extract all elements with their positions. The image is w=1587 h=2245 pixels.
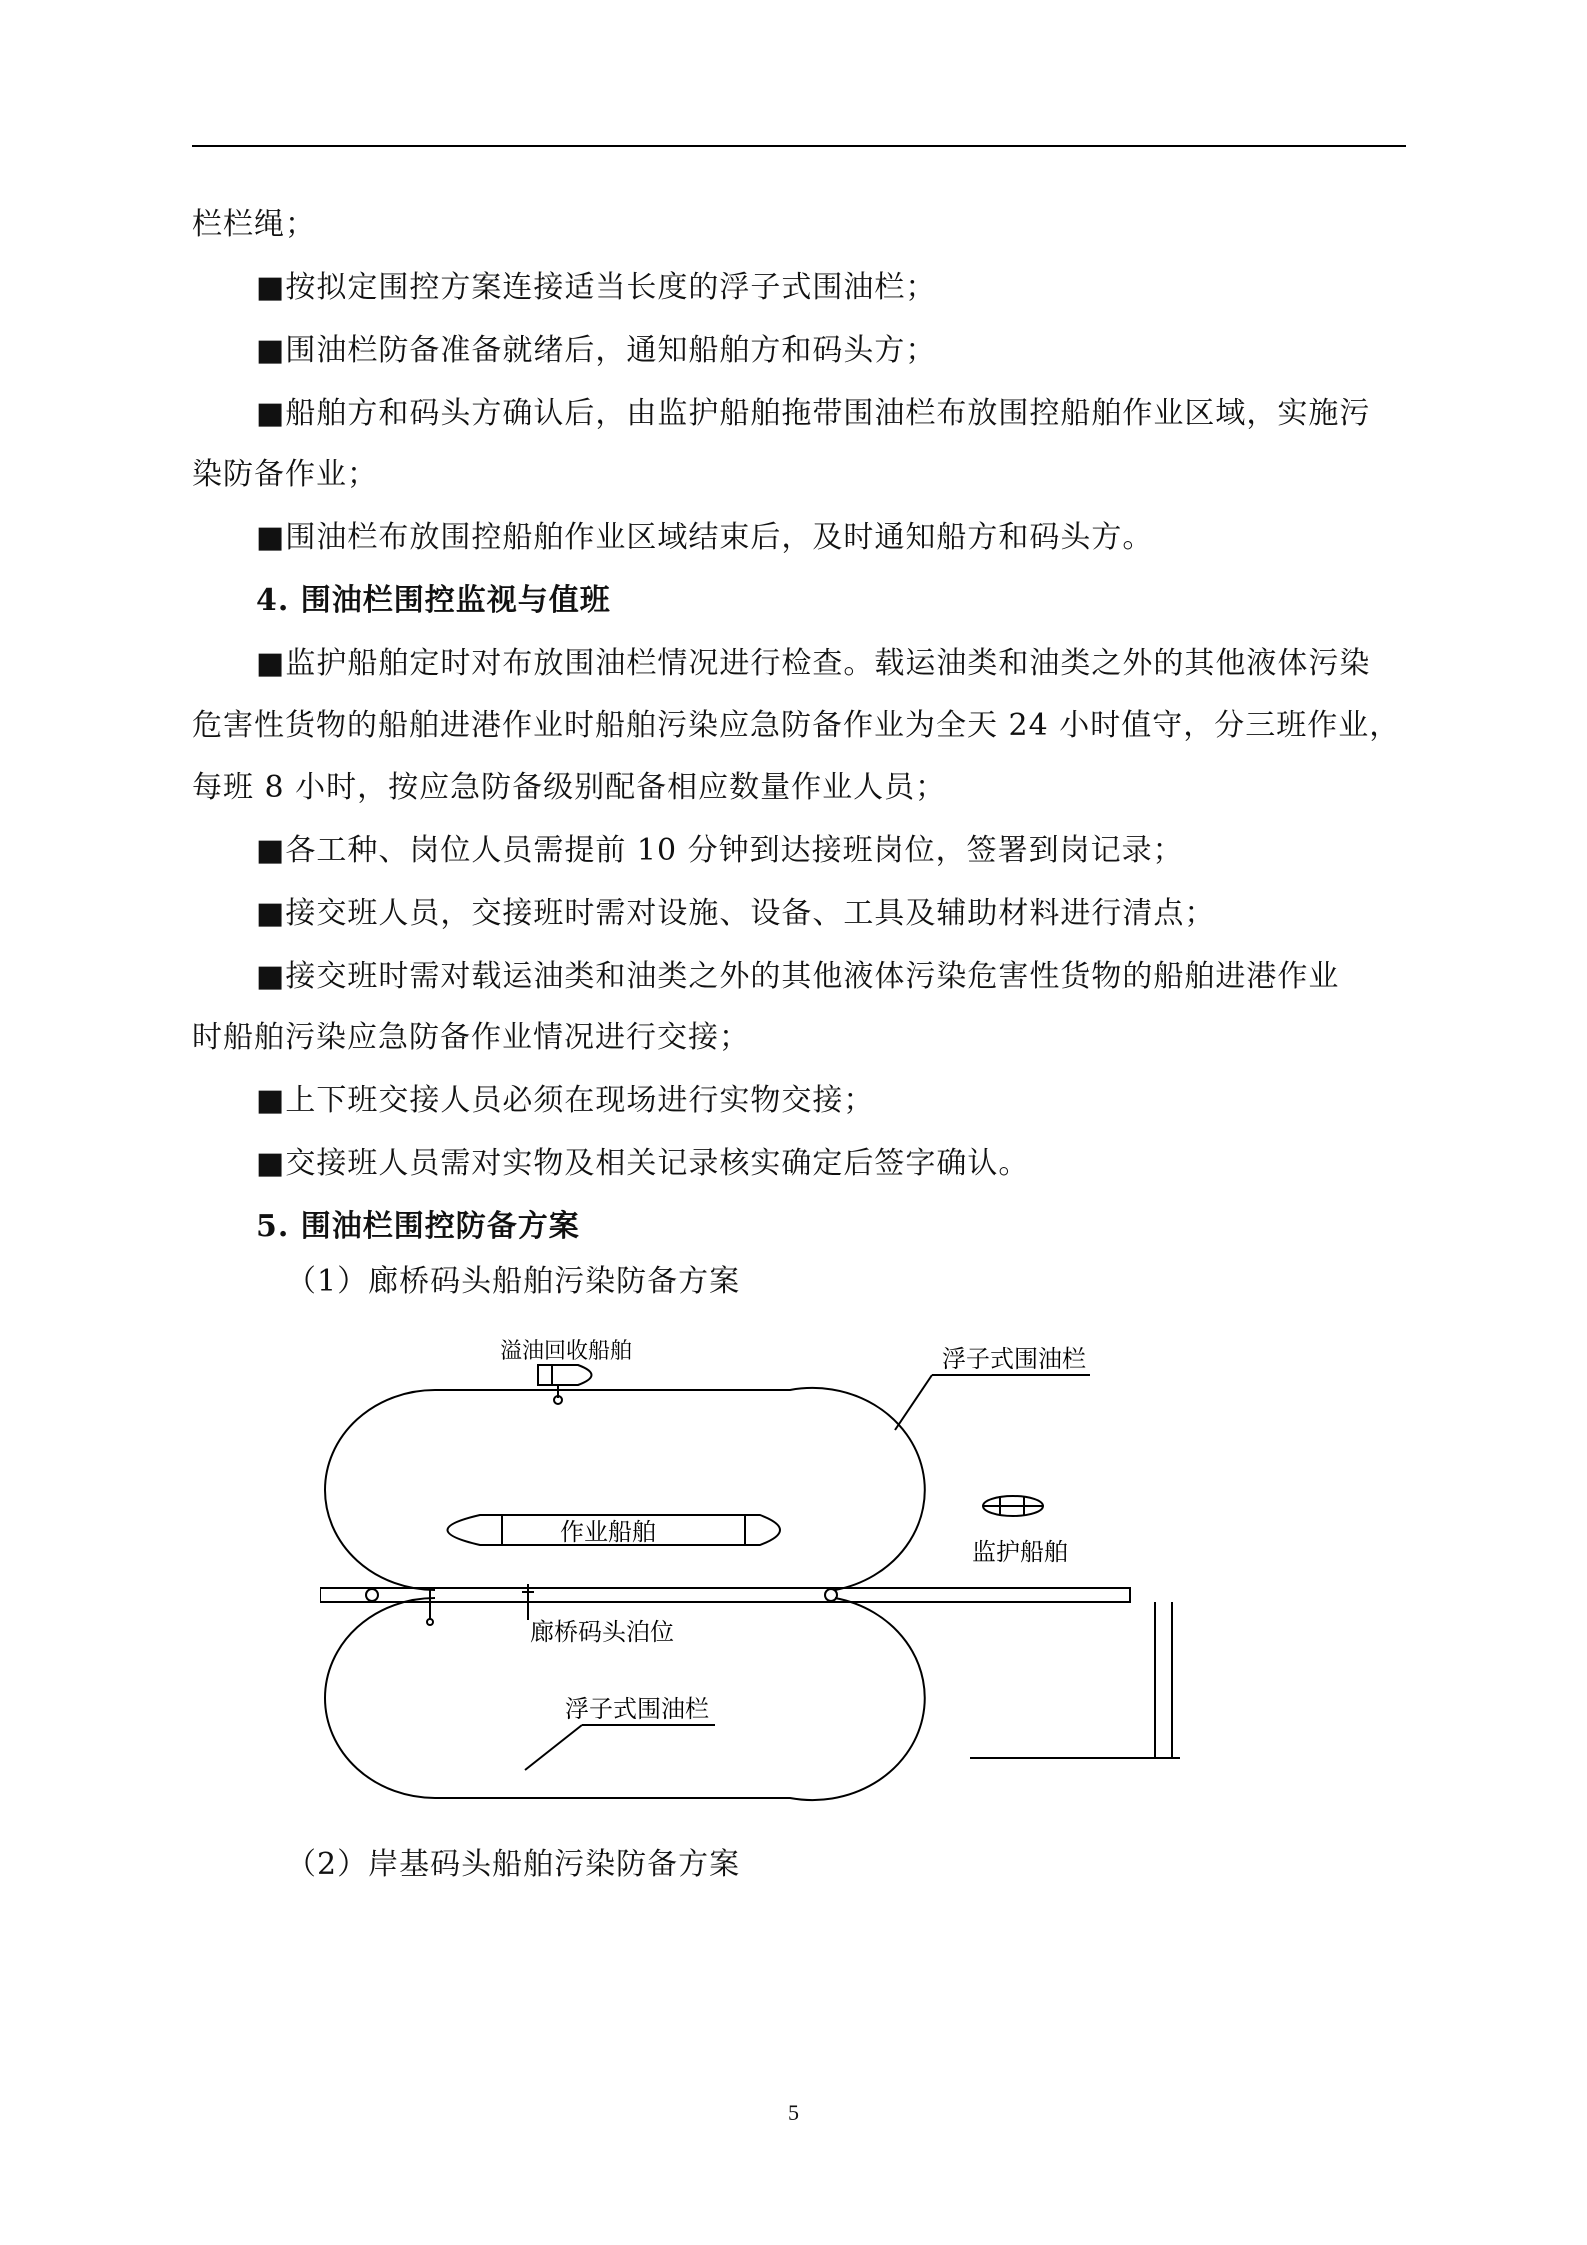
bullet-item: ■接交班人员，交接班时需对设施、设备、工具及辅助材料进行清点；: [256, 896, 1216, 931]
recovery-ship-label: 溢油回收船舶: [500, 1339, 633, 1364]
boom-connector: [825, 1589, 837, 1601]
subsection-heading: （2）岸基码头船舶污染防备方案: [286, 1847, 741, 1882]
guard-ship-label: 监护船舶: [972, 1538, 1068, 1566]
bullet-item: ■各工种、岗位人员需提前 10 分钟到达接班岗位，签署到岗记录；: [256, 833, 1184, 868]
section-heading: 5. 围油栏围控防备方案: [256, 1209, 580, 1244]
pier-walkway: [320, 1588, 1130, 1602]
boom-connector: [366, 1589, 378, 1601]
bullet-item: ■接交班时需对载运油类和油类之外的其他液体污染危害性货物的船舶进港作业: [256, 959, 1340, 994]
bullet-item: ■监护船舶定时对布放围油栏情况进行检查。载运油类和油类之外的其他液体污染: [256, 646, 1371, 681]
boom-top-loop: [325, 1388, 925, 1590]
paragraph-line: 危害性货物的船舶进港作业时船舶污染应急防备作业为全天 24 小时值守，分三班作业，: [192, 708, 1401, 743]
bullet-item: ■按拟定围控方案连接适当长度的浮子式围油栏；: [256, 270, 937, 305]
recovery-ship: [538, 1365, 592, 1385]
work-ship-label: 作业船舶: [560, 1518, 656, 1546]
bullet-item: ■围油栏防备准备就绪后，通知船舶方和码头方；: [256, 333, 937, 368]
berth-label: 廊桥码头泊位: [530, 1618, 674, 1646]
subsection-heading: （1）廊桥码头船舶污染防备方案: [286, 1264, 741, 1299]
bullet-item: ■船舶方和码头方确认后，由监护船舶拖带围油栏布放围控船舶作业区域，实施污: [256, 396, 1371, 431]
paragraph-line: 染防备作业；: [192, 457, 378, 492]
paragraph-line: 时船舶污染应急防备作业情况进行交接；: [192, 1020, 750, 1055]
boom-top-label: 浮子式围油栏: [942, 1345, 1086, 1373]
paragraph-line: 每班 8 小时，按应急防备级别配备相应数量作业人员；: [192, 770, 947, 805]
bullet-item: ■围油栏布放围控船舶作业区域结束后，及时通知船方和码头方。: [256, 520, 1154, 555]
boom-bottom-label: 浮子式围油栏: [565, 1695, 709, 1723]
paragraph-line: 栏栏绳；: [192, 207, 316, 242]
boom-layout-diagram: [320, 1330, 1280, 1810]
leader-bottom-boom: [525, 1725, 582, 1770]
header-rule: [192, 145, 1406, 147]
section-heading: 4. 围油栏围控监视与值班: [256, 583, 611, 618]
leader-top-boom: [895, 1375, 932, 1430]
bullet-item: ■上下班交接人员必须在现场进行实物交接；: [256, 1083, 875, 1118]
page-number: 5: [788, 2100, 799, 2125]
bullet-item: ■交接班人员需对实物及相关记录核实确定后签字确认。: [256, 1146, 1030, 1181]
